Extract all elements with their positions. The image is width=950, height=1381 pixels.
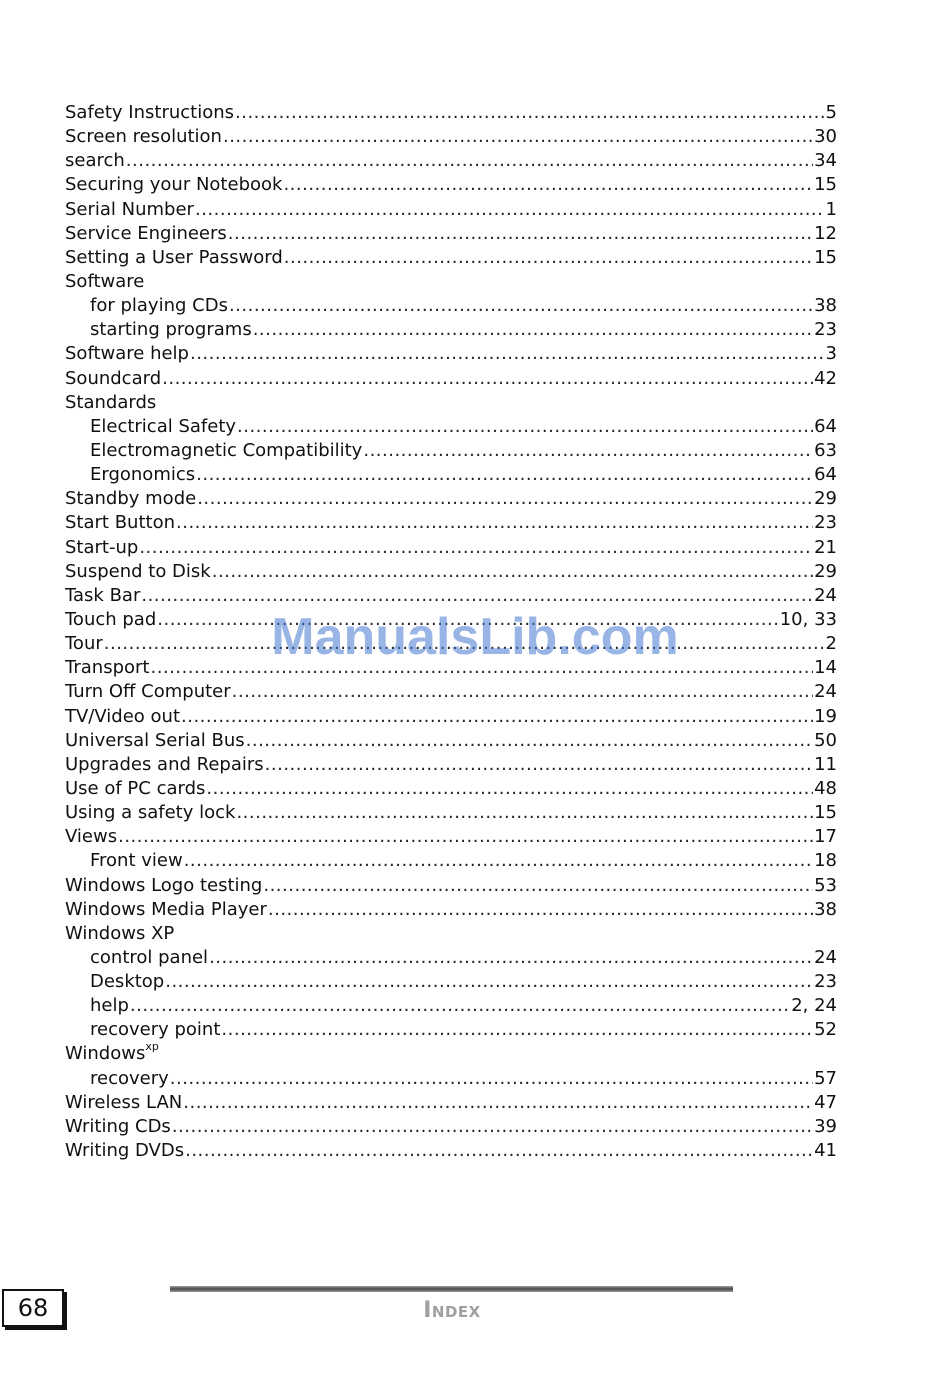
index-entry xyxy=(65,270,837,294)
index-term xyxy=(90,849,183,873)
index-term xyxy=(90,1018,220,1042)
index-entry xyxy=(65,632,837,656)
index-term-text: Front view xyxy=(90,850,183,872)
index-page-ref: 18 xyxy=(814,850,837,872)
index-term-text: Software help xyxy=(65,343,189,365)
index-page-ref: 48 xyxy=(814,777,837,799)
index-subentry xyxy=(65,946,837,970)
index-term-text: Upgrades and Repairs xyxy=(65,753,264,775)
watermark: ManualsLib.com xyxy=(271,608,679,666)
dot-leader xyxy=(206,777,813,801)
index-page-ref: 23 xyxy=(814,512,837,534)
index-subentry xyxy=(65,463,837,487)
index-page-ref: 1 xyxy=(825,198,837,220)
index-page-ref: 3 xyxy=(825,343,837,365)
index-term xyxy=(90,1067,169,1091)
index-subentry xyxy=(65,294,837,318)
index-entry xyxy=(65,1042,837,1066)
index-term xyxy=(65,101,234,125)
index-term-text: TV/Video out xyxy=(65,705,181,727)
dot-leader xyxy=(165,970,813,994)
dot-leader xyxy=(184,849,813,873)
index-entry xyxy=(65,1091,837,1115)
index-term xyxy=(65,198,194,222)
index-term xyxy=(65,705,180,729)
index-term xyxy=(65,173,282,197)
index-entry xyxy=(65,705,837,729)
index-entry xyxy=(65,342,837,366)
index-term-text: Tour xyxy=(65,633,103,655)
index-term xyxy=(65,246,283,270)
index-term-text: Windows Logo testing xyxy=(65,874,263,896)
index-term-text: recovery point xyxy=(90,1019,221,1041)
index-list xyxy=(65,101,837,1163)
index-term-text: Setting a User Password xyxy=(65,246,283,268)
index-page-ref: 53 xyxy=(814,874,837,896)
index-subentry xyxy=(65,970,837,994)
index-page-ref: 23 xyxy=(814,319,837,341)
index-page-ref: 14 xyxy=(814,657,837,679)
index-entry xyxy=(65,222,837,246)
index-page-ref: 29 xyxy=(814,488,837,510)
dot-leader xyxy=(228,222,813,246)
index-term-text: Use of PC cards xyxy=(65,777,206,799)
index-term xyxy=(65,584,140,608)
dot-leader xyxy=(246,729,813,753)
index-page-ref: 15 xyxy=(814,802,837,824)
index-term xyxy=(65,560,211,584)
dot-leader xyxy=(181,705,813,729)
index-subentry xyxy=(65,439,837,463)
dot-leader xyxy=(223,125,813,149)
index-term xyxy=(90,994,129,1018)
index-page-ref: 57 xyxy=(814,1067,837,1089)
index-term xyxy=(65,632,103,656)
index-entry xyxy=(65,560,837,584)
index-term xyxy=(65,1139,184,1163)
index-term-text: Windows xyxy=(65,1043,146,1065)
index-term xyxy=(65,608,156,632)
index-term xyxy=(65,1091,182,1115)
index-term-text: Serial Number xyxy=(65,198,194,220)
dot-leader xyxy=(130,994,790,1018)
dot-leader xyxy=(197,487,813,511)
index-term xyxy=(90,463,195,487)
index-term xyxy=(65,511,175,535)
index-term-text: for playing CDs xyxy=(90,295,228,317)
index-entry xyxy=(65,729,837,753)
index-term-text: Screen resolution xyxy=(65,126,222,148)
index-subentry xyxy=(65,415,837,439)
index-term-text: Windows Media Player xyxy=(65,898,267,920)
index-term-text: Task Bar xyxy=(65,584,141,606)
dot-leader xyxy=(172,1115,813,1139)
index-term-text: Standards xyxy=(65,391,157,413)
index-entry xyxy=(65,922,837,946)
index-subentry xyxy=(65,1018,837,1042)
index-page-ref: 19 xyxy=(814,705,837,727)
index-term-text: Writing DVDs xyxy=(65,1140,185,1162)
index-term xyxy=(65,729,245,753)
index-term-text: Service Engineers xyxy=(65,222,227,244)
index-entry xyxy=(65,367,837,391)
dot-leader xyxy=(183,1091,813,1115)
index-term-text: Start Button xyxy=(65,512,175,534)
index-term-text: help xyxy=(90,995,129,1017)
index-subentry xyxy=(65,1067,837,1091)
index-term xyxy=(90,318,252,342)
index-term-text: Using a safety lock xyxy=(65,802,236,824)
index-term xyxy=(65,825,117,849)
index-page-ref: 38 xyxy=(814,295,837,317)
index-term xyxy=(90,415,236,439)
index-entry xyxy=(65,246,837,270)
index-page-ref: 34 xyxy=(814,150,837,172)
dot-leader xyxy=(268,898,813,922)
index-page-ref: 12 xyxy=(814,222,837,244)
index-term-text: Universal Serial Bus xyxy=(65,729,245,751)
index-entry xyxy=(65,584,837,608)
index-page-ref: 11 xyxy=(814,753,837,775)
index-term xyxy=(65,222,227,246)
footer-rule xyxy=(170,1286,733,1292)
index-term-text: Views xyxy=(65,826,118,848)
index-page-ref: 2 xyxy=(825,633,837,655)
index-term-superscript: xp xyxy=(145,1042,159,1054)
index-term-text: Securing your Notebook xyxy=(65,174,283,196)
index-page-ref: 5 xyxy=(825,102,837,123)
index-entry xyxy=(65,825,837,849)
index-page-ref: 63 xyxy=(814,439,837,461)
index-term xyxy=(65,680,231,704)
dot-leader xyxy=(162,367,813,391)
dot-leader xyxy=(284,246,813,270)
dot-leader xyxy=(237,415,813,439)
dot-leader xyxy=(185,1139,813,1163)
index-entry xyxy=(65,874,837,898)
dot-leader xyxy=(229,294,813,318)
index-term-text: starting programs xyxy=(90,319,252,341)
index-term xyxy=(65,1042,159,1066)
index-page-ref: 64 xyxy=(814,415,837,437)
index-entry xyxy=(65,391,837,415)
dot-leader xyxy=(196,463,813,487)
index-page-ref: 30 xyxy=(814,126,837,148)
dot-leader xyxy=(212,560,813,584)
index-page-ref: 64 xyxy=(814,464,837,486)
dot-leader xyxy=(190,342,825,366)
index-page-ref: 42 xyxy=(814,367,837,389)
dot-leader xyxy=(139,536,813,560)
index-page-ref: 15 xyxy=(814,174,837,196)
index-entry xyxy=(65,1139,837,1163)
dot-leader xyxy=(104,632,825,656)
section-title: Index xyxy=(423,1298,481,1323)
index-term xyxy=(90,439,362,463)
dot-leader xyxy=(176,511,813,535)
index-term xyxy=(65,898,267,922)
index-term-text: search xyxy=(65,150,125,172)
index-page-ref: 24 xyxy=(814,584,837,606)
index-term xyxy=(65,801,235,825)
index-entry xyxy=(65,101,837,125)
dot-leader xyxy=(263,874,813,898)
index-term-text: Turn Off Computer xyxy=(65,681,231,703)
index-term xyxy=(65,874,262,898)
index-term xyxy=(65,753,264,777)
index-term-text: Windows XP xyxy=(65,922,175,944)
index-entry xyxy=(65,777,837,801)
index-page-ref: 41 xyxy=(814,1140,837,1162)
dot-leader xyxy=(236,801,813,825)
index-term xyxy=(90,946,208,970)
index-term-text: recovery xyxy=(90,1067,169,1089)
index-subentry xyxy=(65,994,837,1018)
index-term xyxy=(90,970,164,994)
index-term-text: Soundcard xyxy=(65,367,162,389)
index-term xyxy=(65,1115,171,1139)
index-subentry xyxy=(65,849,837,873)
index-term-text: Software xyxy=(65,270,145,292)
index-page-ref: 24 xyxy=(814,946,837,968)
index-entry xyxy=(65,608,837,632)
index-page-ref: 24 xyxy=(814,681,837,703)
index-page-ref: 2, 24 xyxy=(791,995,837,1017)
index-entry xyxy=(65,536,837,560)
index-term-text: Desktop xyxy=(90,971,165,993)
index-term-text: Wireless LAN xyxy=(65,1091,183,1113)
index-term xyxy=(65,922,174,946)
index-entry xyxy=(65,753,837,777)
index-page-ref: 39 xyxy=(814,1115,837,1137)
index-entry xyxy=(65,656,837,680)
dot-leader xyxy=(118,825,813,849)
dot-leader xyxy=(363,439,813,463)
index-term xyxy=(65,125,222,149)
index-entry xyxy=(65,898,837,922)
index-page-ref: 23 xyxy=(814,971,837,993)
index-term xyxy=(65,487,196,511)
index-term-text: Start-up xyxy=(65,536,139,558)
index-term xyxy=(65,536,138,560)
index-page-ref: 29 xyxy=(814,560,837,582)
dot-leader xyxy=(126,149,813,173)
index-entry xyxy=(65,1115,837,1139)
dot-leader xyxy=(235,101,825,125)
index-term-text: Transport xyxy=(65,657,150,679)
index-page-ref: 52 xyxy=(814,1019,837,1041)
dot-leader xyxy=(283,173,813,197)
index-page-ref: 21 xyxy=(814,536,837,558)
page-number: 68 xyxy=(2,1289,64,1327)
dot-leader xyxy=(232,680,813,704)
index-term xyxy=(65,342,189,366)
index-term-text: Electromagnetic Compatibility xyxy=(90,439,363,461)
index-page-ref: 47 xyxy=(814,1091,837,1113)
dot-leader xyxy=(141,584,813,608)
index-entry xyxy=(65,680,837,704)
index-term-text: Writing CDs xyxy=(65,1115,171,1137)
index-page-ref: 50 xyxy=(814,729,837,751)
index-term-text: Touch pad xyxy=(65,608,157,630)
dot-leader xyxy=(157,608,778,632)
index-entry xyxy=(65,801,837,825)
dot-leader xyxy=(195,198,825,222)
index-term xyxy=(65,367,161,391)
dot-leader xyxy=(170,1067,813,1091)
index-term-text: Electrical Safety xyxy=(90,415,237,437)
index-subentry xyxy=(65,318,837,342)
index-term xyxy=(90,294,228,318)
index-term xyxy=(65,777,205,801)
dot-leader xyxy=(265,753,813,777)
dot-leader xyxy=(209,946,813,970)
index-page-ref: 17 xyxy=(814,826,837,848)
index-term xyxy=(65,656,149,680)
index-entry xyxy=(65,149,837,173)
dot-leader xyxy=(253,318,813,342)
index-entry xyxy=(65,173,837,197)
index-entry xyxy=(65,487,837,511)
index-term-text: Safety Instructions xyxy=(65,102,235,123)
index-term xyxy=(65,270,144,294)
index-term xyxy=(65,149,125,173)
index-entry xyxy=(65,511,837,535)
index-page-ref: 10, 33 xyxy=(779,608,837,630)
index-term-text: control panel xyxy=(90,946,209,968)
index-page-ref: 15 xyxy=(814,246,837,268)
index-term xyxy=(65,391,156,415)
index-term-text: Standby mode xyxy=(65,488,197,510)
index-entry xyxy=(65,125,837,149)
dot-leader xyxy=(221,1018,813,1042)
index-page-ref: 38 xyxy=(814,898,837,920)
dot-leader xyxy=(150,656,813,680)
index-term-text: Suspend to Disk xyxy=(65,560,211,582)
index-term-text: Ergonomics xyxy=(90,464,196,486)
index-entry xyxy=(65,198,837,222)
